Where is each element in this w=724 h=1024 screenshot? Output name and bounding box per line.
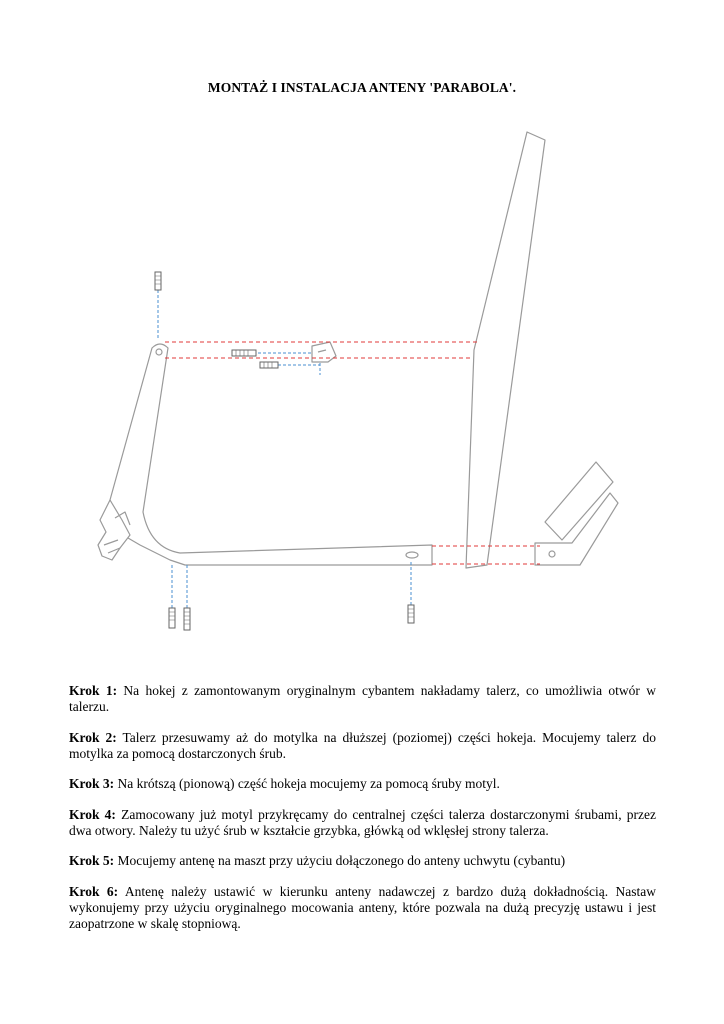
hockey-bracket [110, 344, 432, 565]
dish-plate [466, 132, 545, 568]
butterfly-bracket [312, 342, 336, 362]
step-label: Krok 6: [69, 883, 119, 899]
step-text: Zamocowany już motyl przykręcamy do centralnej części talerza dostarczonymi śrubami, przez dwa otwory. Należy tu użyć śrub w kształcie grzybka, główką od wklęsłej strony talerza. [69, 806, 656, 838]
step-label: Krok 2: [69, 729, 117, 745]
bolt-bottom-middle [184, 608, 190, 630]
step-5 [69, 853, 656, 869]
page-title: MONTAŻ I INSTALACJA ANTENY 'PARABOLA'. [207, 80, 517, 95]
step-2 [69, 730, 656, 762]
bolt-bottom-left [169, 608, 175, 628]
instruction-steps [69, 683, 656, 946]
step-4 [69, 807, 656, 839]
step-text: Mocujemy antenę na maszt przy użyciu dołączonego do anteny uchwytu (cybantu) [114, 853, 566, 868]
step-text: Antenę należy ustawić w kierunku anteny nadawczej z bardzo dużą dokładnością. Nastaw wykonujemy przy użyciu oryginalnego mocowania anteny, które pozwala na dużą precyzję ustawu i jest zaopatrzone w skalę stopniową. [69, 883, 656, 931]
bolt-vertical-top [155, 272, 161, 290]
bolt-bottom-right [408, 605, 414, 623]
step-label: Krok 1: [69, 683, 118, 698]
step-3 [69, 776, 656, 792]
step-6 [69, 884, 656, 932]
bolt-horizontal-lower [260, 362, 278, 368]
step-text: Na krótszą (pionową) część hokeja mocujemy za pomocą śruby motyl. [114, 776, 500, 791]
step-1 [69, 683, 656, 715]
step-label: Krok 4: [69, 806, 116, 822]
step-text: Na hokej z zamontowanym oryginalnym cybantem nakładamy talerz, co umożliwia otwór w talerzu. [69, 683, 656, 714]
step-label: Krok 5: [69, 853, 115, 868]
step-label: Krok 3: [69, 776, 115, 791]
step-text: Talerz przesuwamy aż do motylka na dłuższej (poziomej) części hokeja. Mocujemy talerz do motylka za pomocą dostarczonych śrub. [69, 729, 656, 761]
